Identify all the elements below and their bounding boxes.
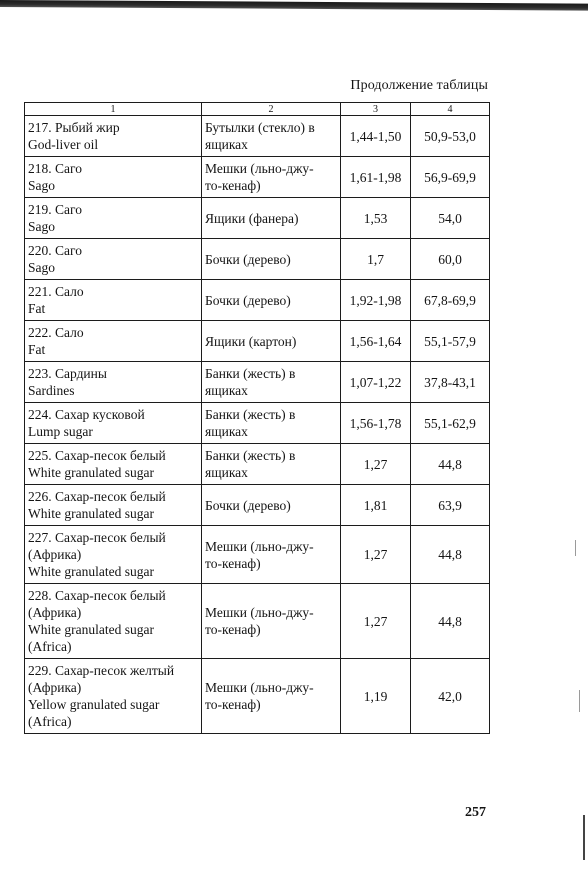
- product-name-line: 222. Сало: [28, 325, 84, 340]
- packaging-cell: [202, 321, 341, 362]
- packaging-line: Мешки (льно-джу-: [205, 605, 314, 620]
- column-header-3: 3: [341, 103, 411, 116]
- product-name-line: Sago: [28, 260, 55, 275]
- packaging-cell: [202, 198, 341, 239]
- packaging-cell: [202, 526, 341, 584]
- packaging-line: ящиках: [205, 137, 248, 152]
- column-3-value: 1,7: [341, 239, 411, 280]
- product-name-line: 217. Рыбий жир: [28, 120, 120, 135]
- packaging-line: Банки (жесть) в: [205, 448, 296, 463]
- product-name-cell: [25, 321, 202, 362]
- packaging-line: ящиках: [205, 383, 248, 398]
- packaging-line: Ящики (картон): [205, 333, 297, 349]
- product-name-line: Fat: [28, 342, 46, 357]
- product-name-cell: [25, 239, 202, 280]
- product-name-cell: [25, 198, 202, 239]
- packaging-line: Бутылки (стекло) в: [205, 120, 315, 135]
- product-name-line: Yellow granulated sugar: [28, 697, 160, 712]
- column-4-value: 63,9: [411, 485, 490, 526]
- data-table: [24, 102, 490, 734]
- product-name-cell: [25, 659, 202, 734]
- column-4-value: 44,8: [411, 584, 490, 659]
- product-name-line: (Африка): [28, 547, 82, 562]
- packaging-line: ящиках: [205, 424, 248, 439]
- column-4-value: 50,9-53,0: [411, 116, 490, 157]
- product-name-line: Lump sugar: [28, 424, 93, 439]
- table-row: [25, 321, 490, 362]
- product-name-cell: [25, 485, 202, 526]
- scan-edge-mark: [575, 540, 576, 556]
- column-3-value: 1,27: [341, 526, 411, 584]
- packaging-line: Банки (жесть) в: [205, 366, 296, 381]
- product-name-line: 225. Сахар-песок белый: [28, 448, 166, 463]
- packaging-line: то-кенаф): [205, 622, 261, 637]
- packaging-cell: [202, 280, 341, 321]
- product-name-line: Fat: [28, 301, 46, 316]
- product-name-line: 229. Сахар-песок желтый: [28, 663, 175, 678]
- product-name-cell: [25, 362, 202, 403]
- product-name-line: (Африка): [28, 680, 82, 695]
- packaging-line: Бочки (дерево): [205, 292, 291, 308]
- packaging-cell: [202, 403, 341, 444]
- product-name-line: 227. Сахар-песок белый: [28, 530, 166, 545]
- column-4-value: 44,8: [411, 444, 490, 485]
- packaging-cell: [202, 362, 341, 403]
- table-row: [25, 659, 490, 734]
- column-4-value: 37,8-43,1: [411, 362, 490, 403]
- column-header-1: 1: [25, 103, 202, 116]
- column-header-4: 4: [411, 103, 490, 116]
- packaging-line: Банки (жесть) в: [205, 407, 296, 422]
- product-name-line: 224. Сахар кусковой: [28, 407, 145, 422]
- table-row: [25, 526, 490, 584]
- column-3-value: 1,53: [341, 198, 411, 239]
- packaging-line: ящиках: [205, 465, 248, 480]
- product-name-line: (Африка): [28, 605, 82, 620]
- product-name-line: 220. Саго: [28, 243, 82, 258]
- product-name-cell: [25, 526, 202, 584]
- packaging-cell: [202, 444, 341, 485]
- column-3-value: 1,92-1,98: [341, 280, 411, 321]
- column-4-value: 44,8: [411, 526, 490, 584]
- packaging-line: то-кенаф): [205, 697, 261, 712]
- packaging-cell: [202, 659, 341, 734]
- product-name-line: (Africa): [28, 639, 72, 654]
- column-3-value: 1,61-1,98: [341, 157, 411, 198]
- product-name-line: White granulated sugar: [28, 465, 154, 480]
- table-continuation-caption: Продолжение таблицы: [350, 78, 488, 93]
- table-row: [25, 116, 490, 157]
- table-row: [25, 584, 490, 659]
- product-name-line: 221. Сало: [28, 284, 84, 299]
- product-name-line: 223. Сардины: [28, 366, 107, 381]
- product-name-line: Sago: [28, 219, 55, 234]
- product-name-line: God-liver oil: [28, 137, 99, 152]
- product-name-line: Sardines: [28, 383, 75, 398]
- table-header-row: [25, 103, 490, 116]
- packaging-cell: [202, 157, 341, 198]
- product-name-cell: [25, 584, 202, 659]
- product-name-cell: [25, 444, 202, 485]
- table-row: [25, 444, 490, 485]
- column-3-value: 1,56-1,78: [341, 403, 411, 444]
- column-4-value: 54,0: [411, 198, 490, 239]
- column-header-2: 2: [202, 103, 341, 116]
- table-row: [25, 403, 490, 444]
- table-row: [25, 239, 490, 280]
- packaging-cell: [202, 239, 341, 280]
- column-3-value: 1,81: [341, 485, 411, 526]
- table-body: [25, 116, 490, 734]
- product-name-cell: [25, 280, 202, 321]
- product-name-line: (Africa): [28, 714, 72, 729]
- column-3-value: 1,44-1,50: [341, 116, 411, 157]
- page-number: 257: [465, 805, 486, 820]
- packaging-line: Мешки (льно-джу-: [205, 680, 314, 695]
- scan-edge-mark: [579, 690, 580, 712]
- column-4-value: 60,0: [411, 239, 490, 280]
- product-name-line: Sago: [28, 178, 55, 193]
- packaging-cell: [202, 584, 341, 659]
- packaging-line: Ящики (фанера): [205, 210, 299, 226]
- top-border-rule: [0, 0, 588, 11]
- column-3-value: 1,56-1,64: [341, 321, 411, 362]
- product-name-cell: [25, 157, 202, 198]
- product-name-line: 226. Сахар-песок белый: [28, 489, 166, 504]
- column-3-value: 1,27: [341, 584, 411, 659]
- column-4-value: 42,0: [411, 659, 490, 734]
- product-name-line: White granulated sugar: [28, 622, 154, 637]
- column-4-value: 55,1-62,9: [411, 403, 490, 444]
- table-row: [25, 157, 490, 198]
- table-row: [25, 485, 490, 526]
- product-name-line: 219. Саго: [28, 202, 82, 217]
- packaging-line: Бочки (дерево): [205, 251, 291, 267]
- packaging-cell: [202, 485, 341, 526]
- scan-edge-mark: [583, 815, 585, 860]
- packaging-line: то-кенаф): [205, 178, 261, 193]
- table-row: [25, 280, 490, 321]
- product-name-line: 228. Сахар-песок белый: [28, 588, 166, 603]
- packaging-cell: [202, 116, 341, 157]
- product-name-cell: [25, 116, 202, 157]
- table-row: [25, 198, 490, 239]
- column-4-value: 67,8-69,9: [411, 280, 490, 321]
- column-3-value: 1,07-1,22: [341, 362, 411, 403]
- packaging-line: Мешки (льно-джу-: [205, 538, 314, 554]
- column-4-value: 56,9-69,9: [411, 157, 490, 198]
- product-name-cell: [25, 403, 202, 444]
- column-3-value: 1,19: [341, 659, 411, 734]
- column-4-value: 55,1-57,9: [411, 321, 490, 362]
- product-name-line: White granulated sugar: [28, 506, 154, 521]
- column-3-value: 1,27: [341, 444, 411, 485]
- table-row: [25, 362, 490, 403]
- product-name-line: 218. Саго: [28, 161, 82, 176]
- product-name-line: White granulated sugar: [28, 564, 154, 579]
- packaging-line: то-кенаф): [205, 555, 261, 571]
- packaging-line: Мешки (льно-джу-: [205, 161, 314, 176]
- packaging-line: Бочки (дерево): [205, 497, 291, 513]
